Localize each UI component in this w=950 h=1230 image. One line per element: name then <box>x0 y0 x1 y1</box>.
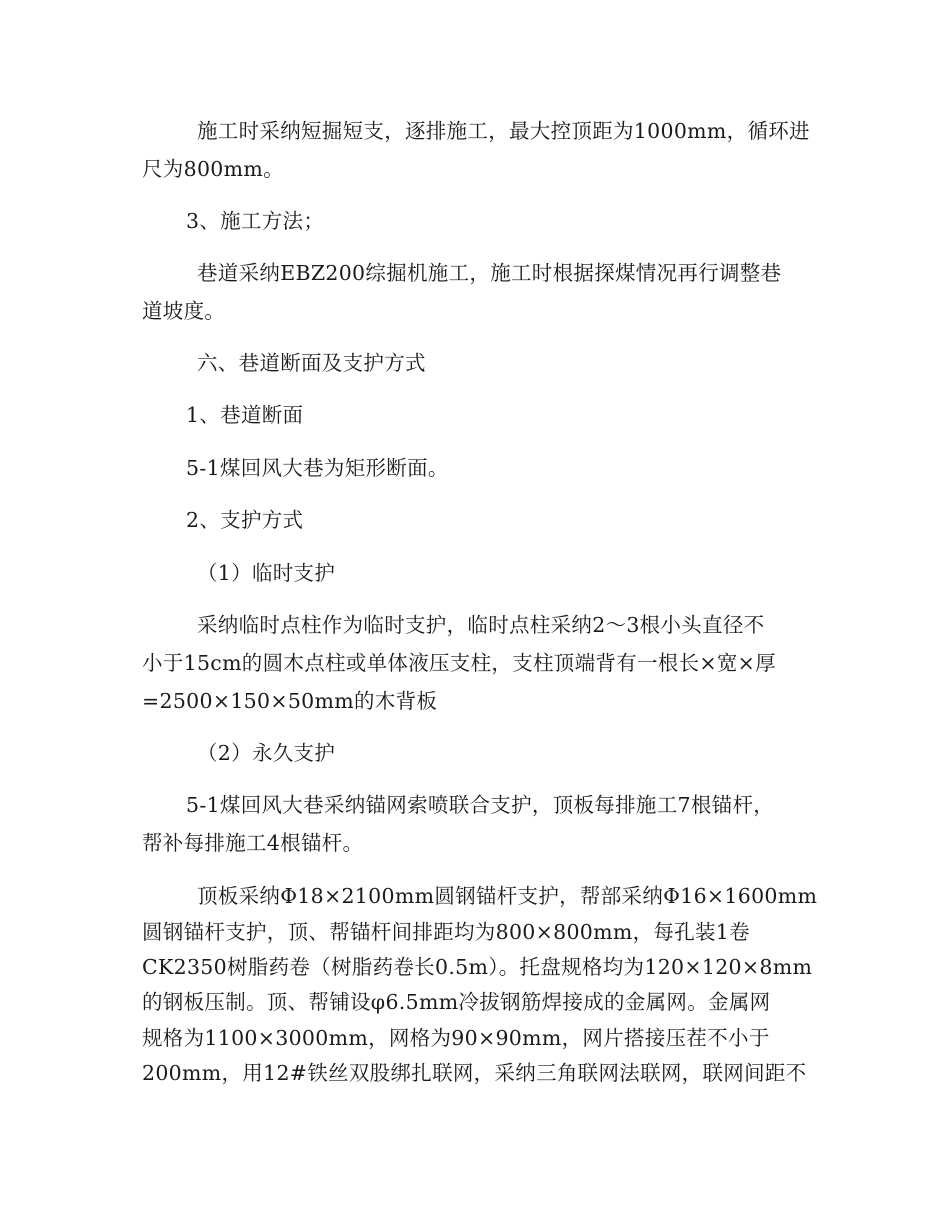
section-heading: 六、巷道断面及支护方式 <box>197 351 426 375</box>
subsection-heading: 1、巷道断面 <box>186 403 304 427</box>
paragraph-line: =2500×150×50mm的木背板 <box>142 689 438 713</box>
paragraph-line: 200mm，用12#铁丝双股绑扎联网，采纳三角联网法联网，联网间距不 <box>142 1061 807 1085</box>
paragraph-line: 顶板采纳Φ18×2100mm圆钢锚杆支护，帮部采纳Φ16×1600mm <box>197 884 818 908</box>
paragraph-line: 采纳临时点柱作为临时支护，临时点柱采纳2～3根小头直径不 <box>197 613 765 637</box>
paragraph-line: 尺为800mm。 <box>142 157 284 181</box>
subsection-heading: 3、施工方法； <box>186 209 325 233</box>
paragraph-line: 规格为1100×3000mm，网格为90×90mm，网片搭接压茬不小于 <box>142 1026 770 1050</box>
paragraph-line: 5-1煤回风大巷采纳锚网索喷联合支护，顶板每排施工7根锚杆， <box>186 793 775 817</box>
paragraph-line: 小于15cm的圆木点柱或单体液压支柱，支柱顶端背有一根长×宽×厚 <box>142 651 776 675</box>
paragraph-line: 施工时采纳短掘短支，逐排施工，最大控顶距为1000mm，循环进 <box>197 119 810 143</box>
paragraph-line: 帮补每排施工4根锚杆。 <box>142 831 364 855</box>
paragraph-line: 道坡度。 <box>142 299 226 323</box>
item-heading: （2）永久支护 <box>197 741 336 765</box>
paragraph-line: 5-1煤回风大巷为矩形断面。 <box>186 456 449 480</box>
paragraph-line: 圆钢锚杆支护，顶、帮锚杆间排距均为800×800mm，每孔装1卷 <box>142 920 750 944</box>
paragraph-line: 的钢板压制。顶、帮铺设φ6.5mm冷拔钢筋焊接成的金属网。金属网 <box>142 990 771 1014</box>
paragraph-line: 巷道采纳EBZ200综掘机施工，施工时根据探煤情况再行调整巷 <box>197 261 782 285</box>
paragraph-line: CK2350树脂药卷（树脂药卷长0.5m）。托盘规格均为120×120×8mm <box>142 955 813 979</box>
item-heading: （1）临时支护 <box>197 561 336 585</box>
subsection-heading: 2、支护方式 <box>186 508 304 532</box>
